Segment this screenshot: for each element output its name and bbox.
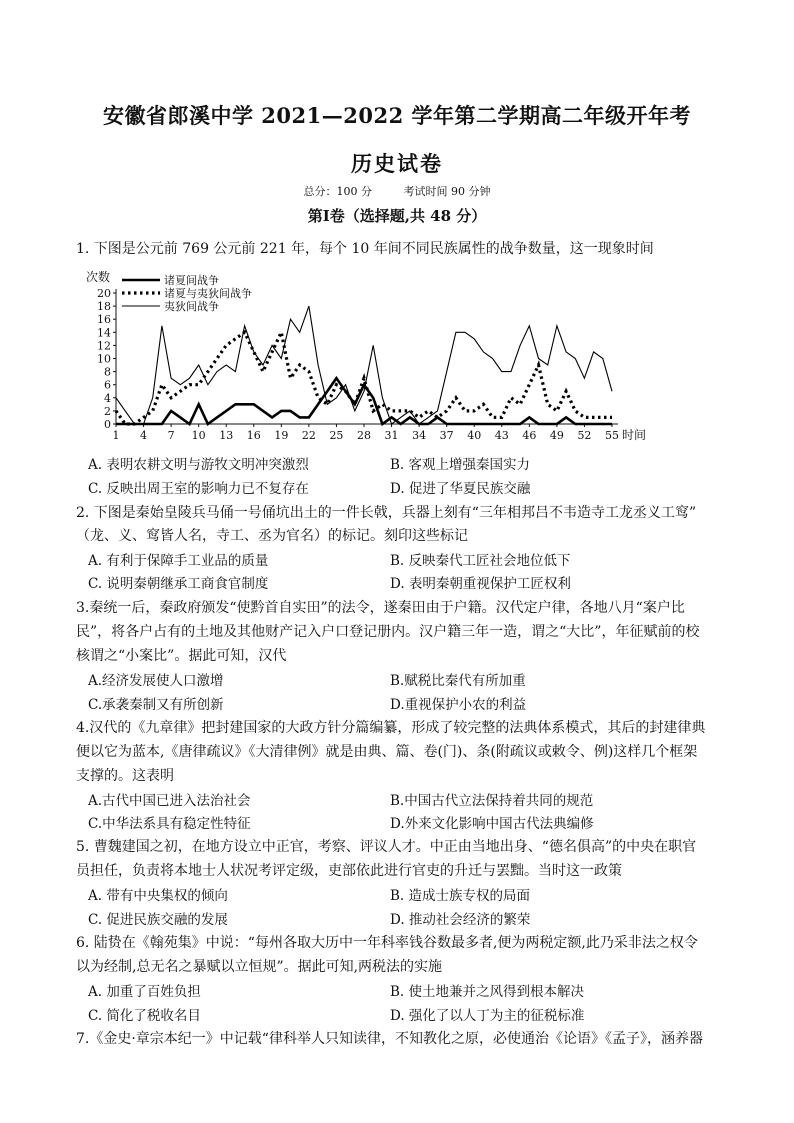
q4-option-d[interactable]: D.外来文化影响中国古代法典编修 (390, 816, 594, 832)
x-tick-label: 22 (301, 429, 316, 442)
x-tick-label: 13 (219, 429, 234, 442)
y-tick-label: 0 (104, 418, 111, 431)
question-3-text: 民”，将各户占有的土地及其他财产记入户口登记册内。汉户籍三年一造，谓之“大比”，年征赋前的校 (76, 624, 700, 640)
q2-option-b[interactable]: B. 反映秦代工匠社会地位低下 (390, 553, 571, 569)
q6-option-d[interactable]: D. 强化了以人丁为主的征税标准 (390, 1008, 585, 1024)
x-tick-label: 28 (357, 429, 371, 442)
q4-option-c[interactable]: C.中华法系具有稳定性特征 (88, 816, 251, 832)
q5-option-d[interactable]: D. 推动社会经济的繁荣 (390, 912, 531, 928)
question-6-text: 以为经制,总无名之暴赋以立恒规”。据此可知,两税法的实施 (76, 959, 443, 975)
q6-option-b[interactable]: B. 使土地兼并之风得到根本解决 (390, 984, 585, 1000)
question-2-text: （龙、义、窎皆人名，寺工、丞为官名）的标记。刻印这些标记 (76, 528, 468, 544)
x-tick-label: 1 (112, 429, 120, 442)
q5-option-c[interactable]: C. 促进民族交融的发展 (88, 912, 228, 928)
q3-option-c[interactable]: C.承袭秦制又有所创新 (88, 697, 224, 713)
x-tick-label: 31 (384, 429, 399, 442)
y-tick-label: 14 (97, 326, 111, 340)
x-tick-label: 19 (274, 429, 289, 442)
exam-subtitle: 历史试卷 (351, 151, 443, 176)
question-3-text: 3.秦统一后，秦政府颁发“使黔首自实田”的法令，遂秦田由于户籍。汉代定户律，各地八月“案户比 (76, 600, 685, 616)
chart-legend (122, 273, 252, 313)
q1-option-d[interactable]: D. 促进了华夏民族交融 (390, 481, 531, 497)
q5-option-b[interactable]: B. 造成士族专权的局面 (390, 888, 531, 904)
q6-option-a[interactable]: A. 加重了百姓负担 (88, 984, 201, 1000)
section-heading: 第Ⅰ卷（选择题,共 48 分） (307, 207, 487, 225)
y-axis-title: 次数 (86, 270, 111, 284)
legend-label-2: 诸夏与夷狄间战争 (164, 287, 252, 300)
question-7-text: 7.《金史·章宗本纪一》中记载“律科举人只知读律，不知教化之原，必使通治《论语》《孟子》，涵养器 (76, 1031, 703, 1047)
q6-option-c[interactable]: C. 简化了税收名目 (88, 1008, 201, 1024)
x-tick-label: 10 (191, 429, 206, 442)
x-tick-label: 25 (329, 429, 344, 442)
y-tick-label: 16 (97, 313, 111, 327)
x-tick-label: 40 (467, 429, 482, 442)
q2-option-a[interactable]: A. 有利于保障手工业品的质量 (88, 553, 269, 569)
q5-option-a[interactable]: A. 带有中央集权的倾向 (88, 888, 228, 904)
y-tick-label: 10 (97, 352, 111, 366)
x-tick-label: 34 (412, 429, 427, 442)
y-tick-label: 20 (97, 287, 111, 300)
question-4-text: 便以它为蓝本,《唐律疏议》《大清律例》就是由典、篇、卷(门)、条(附疏议或敕令、例)这样几个框架 (76, 744, 698, 760)
y-tick-label: 12 (97, 339, 111, 353)
y-tick-label: 8 (104, 365, 111, 379)
x-tick-label: 7 (167, 429, 175, 442)
q3-option-b[interactable]: B.赋税比秦代有所加重 (390, 673, 526, 689)
q2-option-d[interactable]: D. 表明秦朝重视保护工匠权利 (390, 576, 571, 592)
total-score: 总分：100 分 (303, 185, 372, 198)
question-6-text: 6. 陆贽在《翰苑集》中说：“每州各取大历中一年科率钱谷数最多者,便为两税定额,此乃采非法之权令 (76, 935, 698, 951)
x-tick-label: 37 (439, 429, 454, 442)
x-tick-label: 55 (605, 429, 619, 442)
x-tick-label: 16 (246, 429, 261, 442)
y-tick-label: 4 (104, 391, 111, 405)
series-line-3 (116, 306, 612, 424)
y-tick-label: 6 (104, 378, 111, 392)
question-3-text: 核谓之“小案比”。据此可知，汉代 (76, 648, 287, 664)
question-1-text: 1. 下图是公元前 769 公元前 221 年，每个 10 年间不同民族属性的战争数量，这一现象时间 (76, 241, 654, 257)
legend-label-1: 诸夏间战争 (164, 274, 219, 287)
q3-option-d[interactable]: D.重视保护小农的利益 (390, 697, 527, 713)
series-line-2 (116, 332, 612, 424)
x-tick-label: 49 (549, 429, 564, 442)
q4-option-b[interactable]: B.中国古代立法保持着共同的规范 (390, 793, 594, 809)
x-tick-label: 4 (140, 429, 148, 442)
y-tick-label: 2 (104, 404, 111, 418)
war-count-chart (80, 268, 680, 446)
x-tick-label: 46 (522, 429, 537, 442)
q1-option-a[interactable]: A. 表明农耕文明与游牧文明冲突激烈 (88, 457, 309, 473)
x-axis-title: 时间 (622, 428, 647, 442)
exam-meta (0, 183, 794, 199)
chart-series (116, 306, 612, 424)
legend-label-3: 夷狄间战争 (164, 300, 219, 313)
q1-option-c[interactable]: C. 反映出周王室的影响力已不复存在 (88, 481, 309, 497)
exam-time: 考试时间 90 分钟 (403, 185, 491, 198)
y-tick-label: 18 (97, 300, 111, 314)
question-5-text: 员担任，负责将本地士人状况考评定级，吏部依此进行官吏的升迁与罢黜。当时这一政策 (76, 863, 622, 879)
question-4-text: 支撑的。这表明 (76, 768, 174, 784)
question-5-text: 5. 曹魏建国之初，在地方设立中正官，考察、评议人才。中正由当地出身、“德名俱高”的中央在职官 (76, 839, 697, 855)
x-tick-label: 43 (494, 429, 509, 442)
q4-option-a[interactable]: A.古代中国已进入法治社会 (88, 793, 251, 809)
q1-option-b[interactable]: B. 客观上增强秦国实力 (390, 457, 531, 473)
question-4-text: 4.汉代的《九章律》把封建国家的大政方针分篇编纂，形成了较完整的法典体系模式，其后的封建律典 (76, 720, 706, 736)
q3-option-a[interactable]: A.经济发展使人口激增 (88, 673, 224, 689)
exam-title: 安徽省郎溪中学 2021—2022 学年第二学期高二年级开年考 (102, 103, 691, 128)
question-2-text: 2. 下图是秦始皇陵兵马俑一号俑坑出土的一件长戟，兵器上刻有“三年相邦吕不韦造寺工龙丞义工窎” (76, 505, 697, 521)
q2-option-c[interactable]: C. 说明秦朝继承工商食官制度 (88, 576, 269, 592)
x-tick-label: 52 (577, 429, 592, 442)
